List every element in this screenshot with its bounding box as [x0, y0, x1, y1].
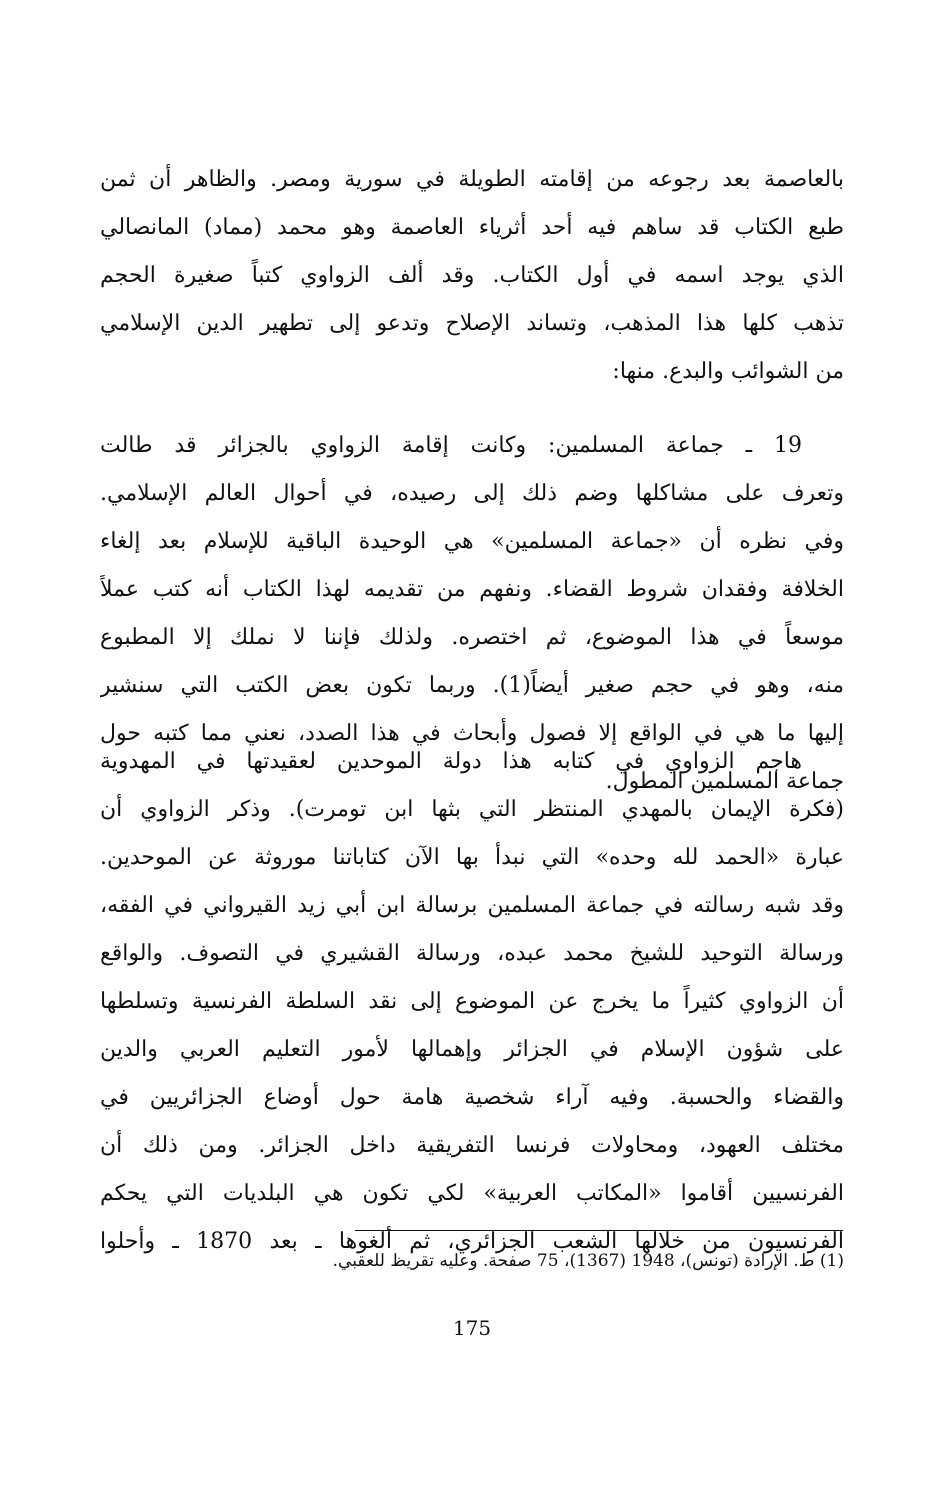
paragraph-line: طبع الكتاب قد ساهم فيه أحد أثرياء العاصمة وهو محمد (مماد) المانصالي	[100, 215, 844, 240]
footnote: (1) ط. الإرادة (تونس)، 1948 (1367)، 75 صفحة. وعليه تقريظ للعقبي.	[332, 1251, 844, 1271]
page-number: 175	[452, 1316, 492, 1340]
paragraph-line: وفي نظره أن «جماعة المسلمين» هي الوحيدة الباقية للإسلام بعد إلغاء	[100, 529, 844, 554]
paragraph-line: الفرنسيون من خلالها الشعب الجزائري، ثم ألغوها ـ بعد 1870 ـ وأحلوا	[100, 1229, 844, 1254]
paragraph-line: 19 ـ جماعة المسلمين: وكانت إقامة الزواوي بالجزائر قد طالت	[100, 433, 802, 458]
paragraph-3	[100, 738, 844, 1266]
paragraph-line: (فكرة الإيمان بالمهدي المنتظر التي بثها ابن تومرت). وذكر الزواوي أن	[100, 797, 844, 822]
paragraph-line: من الشوائب والبدع. منها:	[612, 359, 844, 384]
paragraph-line: ورسالة التوحيد للشيخ محمد عبده، ورسالة القشيري في التصوف. والواقع	[100, 941, 844, 966]
paragraph-line: تذهب كلها هذا المذهب، وتساند الإصلاح وتدعو إلى تطهير الدين الإسلامي	[100, 311, 844, 336]
paragraph-line: هاجم الزواوي في كتابه هذا دولة الموحدين لعقيدتها في المهدوية	[100, 749, 802, 774]
paragraph-line: موسعاً في هذا الموضوع، ثم اختصره. ولذلك فإننا لا نملك إلا المطبوع	[100, 625, 844, 650]
paragraph-line: بالعاصمة بعد رجوعه من إقامته الطويلة في سورية ومصر. والظاهر أن ثمن	[100, 167, 844, 192]
paragraph-line: والقضاء والحسبة. وفيه آراء شخصية هامة حول أوضاع الجزائريين في	[100, 1085, 844, 1110]
paragraph-line: منه، وهو في حجم صغير أيضاً(1). وربما تكون بعض الكتب التي سنشير	[100, 673, 844, 698]
paragraph-line: الذي يوجد اسمه في أول الكتاب. وقد ألف الزواوي كتباً صغيرة الحجم	[100, 263, 844, 288]
paragraph-line: الفرنسيين أقاموا «المكاتب العربية» لكي تكون هي البلديات التي يحكم	[100, 1181, 844, 1206]
paragraph-line: وتعرف على مشاكلها وضم ذلك إلى رصيده، في أحوال العالم الإسلامي.	[100, 481, 844, 506]
paragraph-line: جماعة المسلمين المطول.	[605, 769, 844, 794]
paragraph-line: أن الزواوي كثيراً ما يخرج عن الموضوع إلى نقد السلطة الفرنسية وتسلطها	[100, 989, 844, 1014]
paragraph-line: الخلافة وفقدان شروط القضاء. ونفهم من تقديمه لهذا الكتاب أنه كتب عملاً	[100, 577, 844, 602]
footnote-divider	[355, 1230, 843, 1231]
paragraph-line: إليها ما هي في الواقع إلا فصول وأبحاث في هذا الصدد، نعني مما كتبه حول	[100, 721, 844, 746]
paragraph-line: على شؤون الإسلام في الجزائر وإهمالها لأمور التعليم العربي والدين	[100, 1037, 844, 1062]
paragraph-1	[100, 156, 844, 396]
paragraph-line: عبارة «الحمد لله وحده» التي نبدأ بها الآن كتاباتنا موروثة عن الموحدين.	[100, 845, 844, 870]
paragraph-line: مختلف العهود، ومحاولات فرنسا التفريقية داخل الجزائر. ومن ذلك أن	[100, 1133, 844, 1158]
paragraph-line: وقد شبه رسالته في جماعة المسلمين برسالة ابن أبي زيد القيرواني في الفقه،	[100, 893, 844, 918]
